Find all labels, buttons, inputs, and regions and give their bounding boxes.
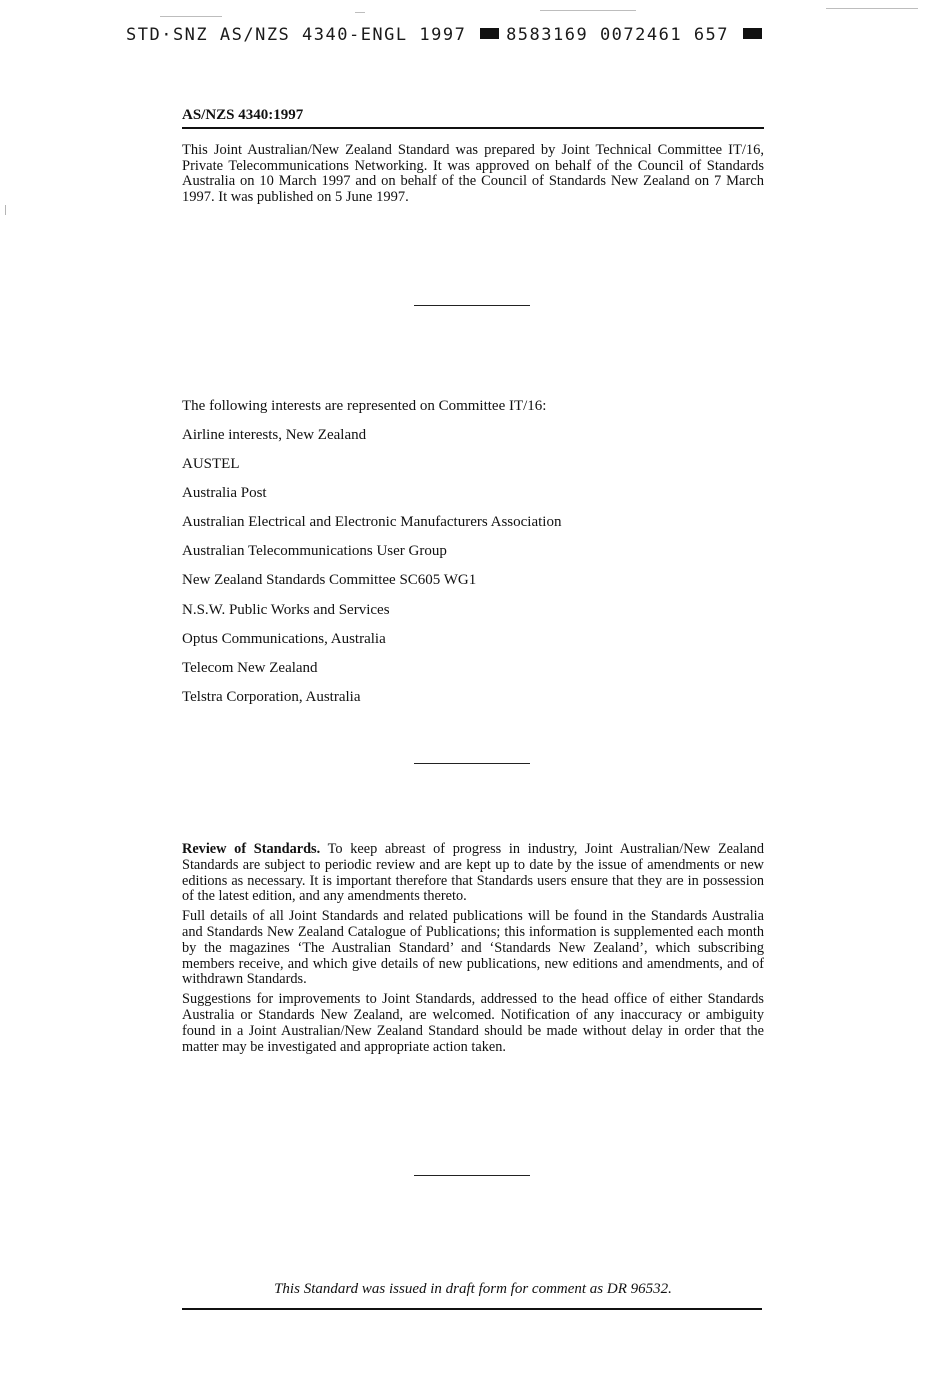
review-heading: Review of Standards. [182, 841, 321, 857]
committee-member: AUSTEL [182, 456, 240, 473]
committee-intro: The following interests are represented on Committee IT/16: [182, 398, 547, 414]
section-divider-2 [414, 763, 530, 764]
section-divider-1 [414, 305, 530, 306]
review-paragraph-1 [182, 842, 764, 905]
committee-member: New Zealand Standards Committee SC605 WG1 [182, 572, 477, 589]
committee-member: Australian Electrical and Electronic Manufacturers Association [182, 514, 562, 531]
standard-designation: AS/NZS 4340:1997 [182, 107, 304, 123]
review-paragraph-1-text: To keep abreast of progress in industry, Joint Australian/New Zealand Standards are subject to periodic review and are kept up to date by the issue of amendments or new editions as necessary. It is important therefore that Standards users ensure that they are in possession of the latest edition, and any amendments thereto. [182, 841, 764, 905]
section-divider-3 [414, 1175, 530, 1176]
review-of-standards [182, 842, 764, 1059]
committee-member: Optus Communications, Australia [182, 630, 386, 647]
committee-member-list [182, 427, 764, 718]
committee-interests [182, 398, 764, 718]
committee-member: Telstra Corporation, Australia [182, 688, 361, 705]
header-code-text: STD·SNZ AS/NZS 4340-ENGL 1997 [126, 25, 467, 45]
scan-artifact-mid [540, 10, 636, 11]
top-rule [182, 127, 764, 129]
scan-artifact-right [826, 8, 918, 9]
header-code-number: 8583169 0072461 657 [506, 25, 730, 45]
committee-member: Australian Telecommunications User Group [182, 543, 447, 560]
document-identifier-header [126, 25, 769, 45]
review-paragraph-2: Full details of all Joint Standards and related publications will be found in the Standards Australia and Standards New Zealand Catalogue of Publications; this information is supplemented each month by the magazines ‘The Australian Standard’ and ‘Standards New Zealand’, which subscribing members receive, and which give details of new publications, new editions and amendments, and of withdrawn Standards. [182, 908, 764, 988]
draft-note: This Standard was issued in draft form for comment as DR 96532. [274, 1281, 672, 1297]
committee-member: Telecom New Zealand [182, 659, 318, 676]
committee-member: Australia Post [182, 485, 267, 502]
preparation-statement: This Joint Australian/New Zealand Standard was prepared by Joint Technical Committee IT/16, Private Telecommunications Networking. It was approved on behalf of the Council of Standards Australia on 10 March 1997 and on behalf of the Council of Standards New Zealand on 7 March 1997. It was published on 5 June 1997. [182, 142, 764, 205]
barcode-block-mark-end [743, 28, 762, 39]
scan-artifact-center [355, 12, 365, 13]
barcode-block-mark [480, 28, 499, 39]
committee-member: N.S.W. Public Works and Services [182, 601, 390, 618]
scan-artifact-left [160, 16, 222, 17]
review-paragraph-3: Suggestions for improvements to Joint Standards, addressed to the head office of either Standards Australia or Standards New Zealand, are welcomed. Notification of any inaccuracy or ambiguity found in a Joint Australian/New Zealand Standard should be made without delay in order that the matter may be investigated and appropriate action taken. [182, 991, 764, 1055]
committee-member: Airline interests, New Zealand [182, 427, 367, 443]
scan-artifact-margin [5, 205, 6, 215]
bottom-rule [182, 1308, 762, 1310]
